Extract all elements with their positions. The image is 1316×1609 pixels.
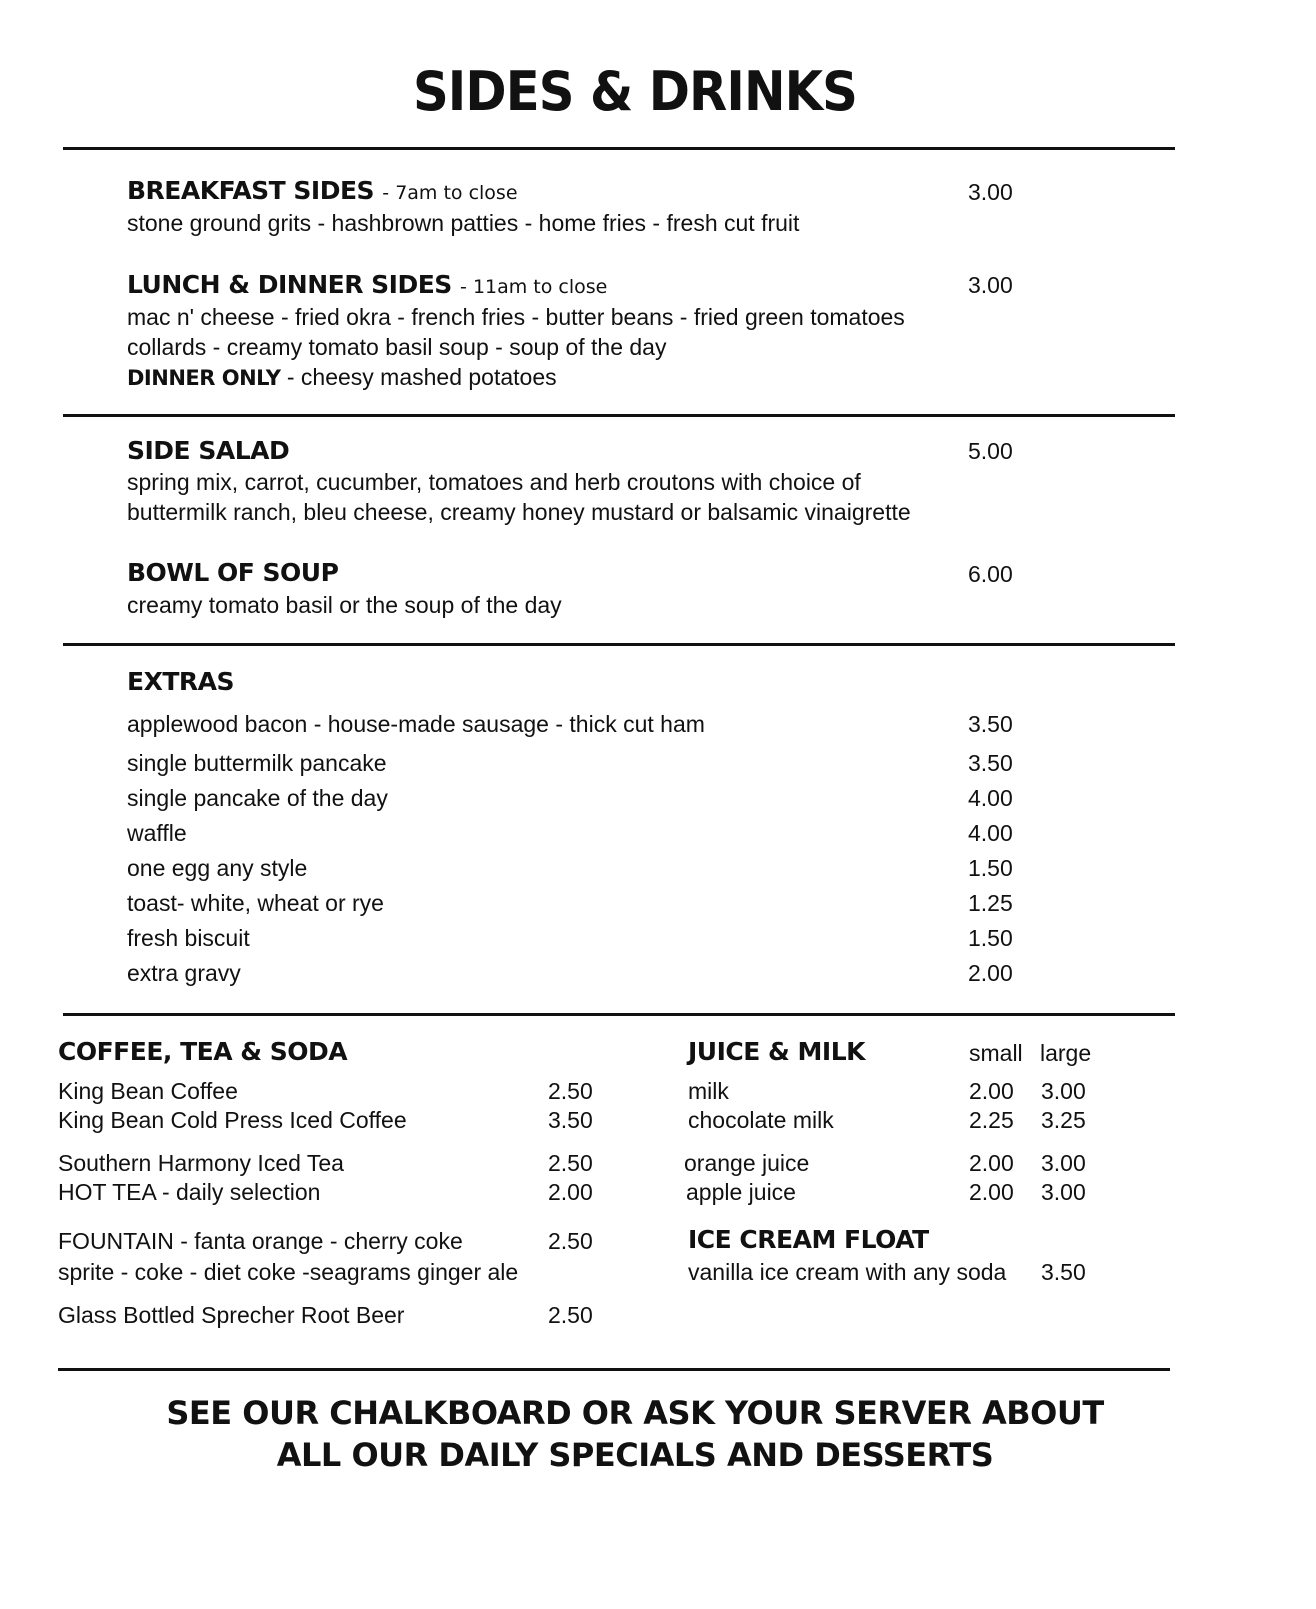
divider [63, 643, 1175, 646]
coffee-item-price: 2.00 [548, 1179, 593, 1205]
juice-item-name: milk [688, 1078, 729, 1104]
juice-item-small: 2.00 [969, 1179, 1014, 1205]
side-salad-desc-line1: spring mix, carrot, cucumber, tomatoes and herb croutons with choice of [127, 469, 861, 495]
juice-item-small: 2.00 [969, 1078, 1014, 1104]
coffee-item-price: 2.50 [548, 1228, 593, 1254]
dinner-only-items: - cheesy mashed potatoes [286, 364, 557, 390]
juice-item-name: apple juice [686, 1179, 796, 1205]
juice-item-large: 3.00 [1041, 1078, 1086, 1104]
coffee-item-price: 2.50 [548, 1078, 593, 1104]
breakfast-sides-heading [127, 176, 518, 205]
lunch-dinner-sides-line1: mac n' cheese - fried okra - french fries - butter beans - fried green tomatoes [127, 304, 905, 330]
coffee-item-name: HOT TEA - daily selection [58, 1179, 321, 1205]
breakfast-sides-hours: - 7am to close [382, 182, 518, 204]
juice-item-large: 3.25 [1041, 1107, 1086, 1133]
coffee-item-name: Southern Harmony Iced Tea [58, 1150, 344, 1176]
extras-item-name: toast- white, wheat or rye [127, 890, 384, 916]
side-salad-price: 5.00 [968, 438, 1013, 464]
lunch-dinner-sides-price: 3.00 [968, 272, 1013, 298]
extras-item-price: 4.00 [968, 820, 1013, 846]
dinner-only-line [127, 364, 557, 391]
page-title: SIDES & DRINKS [412, 60, 858, 123]
extras-item-price: 1.50 [968, 925, 1013, 951]
lunch-dinner-sides-heading [127, 270, 607, 299]
bowl-of-soup-price: 6.00 [968, 561, 1013, 587]
extras-heading: EXTRAS [127, 667, 235, 696]
juice-item-small: 2.25 [969, 1107, 1014, 1133]
breakfast-sides-price: 3.00 [968, 179, 1013, 205]
ice-cream-float-price: 3.50 [1041, 1259, 1086, 1285]
coffee-item-price: 2.50 [548, 1302, 593, 1328]
extras-item-name: fresh biscuit [127, 925, 250, 951]
footer-line-1: SEE OUR CHALKBOARD OR ASK YOUR SERVER ABOUT [166, 1394, 1104, 1432]
lunch-dinner-sides-hours: - 11am to close [460, 276, 608, 298]
coffee-tea-soda-heading: COFFEE, TEA & SODA [58, 1037, 348, 1066]
bowl-of-soup-desc: creamy tomato basil or the soup of the day [127, 592, 562, 618]
divider [63, 1013, 1175, 1016]
extras-item-name: waffle [127, 820, 187, 846]
ice-cream-float-desc: vanilla ice cream with any soda [688, 1259, 1007, 1285]
extras-item-price: 2.00 [968, 960, 1013, 986]
extras-item-name: applewood bacon - house-made sausage - thick cut ham [127, 711, 705, 737]
extras-item-name: single buttermilk pancake [127, 750, 387, 776]
extras-item-price: 1.25 [968, 890, 1013, 916]
juice-item-large: 3.00 [1041, 1179, 1086, 1205]
coffee-item-name: King Bean Coffee [58, 1078, 238, 1104]
divider [63, 414, 1175, 417]
divider [63, 147, 1175, 150]
extras-item-price: 4.00 [968, 785, 1013, 811]
juice-col-small: small [969, 1040, 1023, 1066]
juice-item-name: orange juice [684, 1150, 810, 1176]
juice-item-large: 3.00 [1041, 1150, 1086, 1176]
coffee-item-name: sprite - coke - diet coke -seagrams ginger ale [58, 1259, 519, 1285]
breakfast-sides-items: stone ground grits - hashbrown patties - home fries - fresh cut fruit [127, 210, 800, 236]
side-salad-desc-line2: buttermilk ranch, bleu cheese, creamy honey mustard or balsamic vinaigrette [127, 499, 911, 525]
extras-item-name: single pancake of the day [127, 785, 388, 811]
coffee-item-name: King Bean Cold Press Iced Coffee [58, 1107, 407, 1133]
dinner-only-label: DINNER ONLY [127, 366, 281, 390]
lunch-dinner-sides-name: LUNCH & DINNER SIDES [127, 270, 452, 299]
juice-col-large: large [1040, 1040, 1092, 1066]
ice-cream-float-heading: ICE CREAM FLOAT [688, 1225, 929, 1254]
extras-item-price: 3.50 [968, 750, 1013, 776]
juice-milk-heading: JUICE & MILK [688, 1037, 866, 1066]
extras-item-price: 3.50 [968, 711, 1013, 737]
breakfast-sides-name: BREAKFAST SIDES [127, 176, 375, 205]
lunch-dinner-sides-line2: collards - creamy tomato basil soup - soup of the day [127, 334, 667, 360]
footer-line-2: ALL OUR DAILY SPECIALS AND DESSERTS [276, 1436, 994, 1474]
juice-item-small: 2.00 [969, 1150, 1014, 1176]
side-salad-name: SIDE SALAD [127, 436, 290, 465]
coffee-item-name: FOUNTAIN - fanta orange - cherry coke [58, 1228, 463, 1254]
coffee-item-price: 2.50 [548, 1150, 593, 1176]
extras-item-name: one egg any style [127, 855, 308, 881]
juice-item-name: chocolate milk [688, 1107, 834, 1133]
divider [58, 1368, 1170, 1371]
bowl-of-soup-name: BOWL OF SOUP [127, 558, 339, 587]
coffee-item-price: 3.50 [548, 1107, 593, 1133]
extras-item-price: 1.50 [968, 855, 1013, 881]
extras-item-name: extra gravy [127, 960, 241, 986]
coffee-item-name: Glass Bottled Sprecher Root Beer [58, 1302, 405, 1328]
